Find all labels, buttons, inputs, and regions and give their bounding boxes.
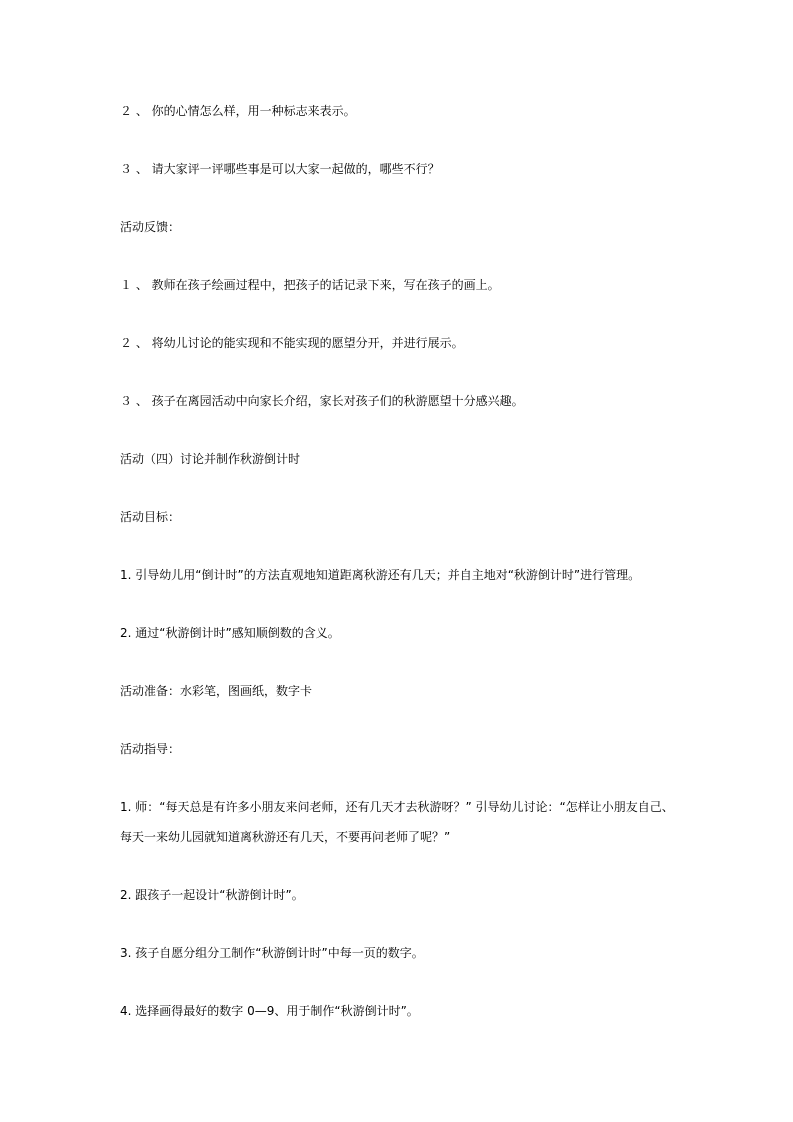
guidance-3: 3. 孩子自愿分组分工制作“秋游倒计时”中每一页的数字。 xyxy=(120,946,424,960)
guidance-1-line-1: 1. 师：“每天总是有许多小朋友来问老师，还有几天才去秋游呀？” 引导幼儿讨论：“怎样让小朋友自己、 xyxy=(120,800,674,814)
line-evaluate-together: ３ 、 请大家评一评哪些事是可以大家一起做的，哪些不行？ xyxy=(120,162,440,176)
line-separate-wishes: ２ 、 将幼儿讨论的能实现和不能实现的愿望分开，并进行展示。 xyxy=(120,336,464,350)
guidance-1-line-2: 每天一来幼儿园就知道离秋游还有几天，不要再问老师了呢？” xyxy=(120,830,451,844)
guidance-4: 4. 选择画得最好的数字 0—9、用于制作“秋游倒计时”。 xyxy=(120,1004,419,1018)
line-mood-symbol: ２ 、 你的心情怎么样，用一种标志来表示。 xyxy=(120,104,356,118)
heading-activity-guidance: 活动指导： xyxy=(120,742,181,756)
heading-activity-goals: 活动目标： xyxy=(120,510,181,524)
heading-activity-four: 活动（四）讨论并制作秋游倒计时 xyxy=(120,452,301,466)
goal-1: 1. 引导幼儿用“倒计时”的方法直观地知道距离秋游还有几天；并自主地对“秋游倒计时”进行管理。 xyxy=(120,568,641,582)
activity-preparation: 活动准备：水彩笔，图画纸，数字卡 xyxy=(120,684,313,698)
line-teacher-record: １ 、 教师在孩子绘画过程中，把孩子的话记录下来，写在孩子的画上。 xyxy=(120,278,500,292)
line-introduce-parents: ３ 、 孩子在离园活动中向家长介绍，家长对孩子们的秋游愿望十分感兴趣。 xyxy=(120,394,524,408)
goal-2: 2. 通过“秋游倒计时”感知顺倒数的含义。 xyxy=(120,626,340,640)
heading-activity-feedback: 活动反馈： xyxy=(120,220,181,234)
guidance-2: 2. 跟孩子一起设计“秋游倒计时”。 xyxy=(120,888,304,902)
